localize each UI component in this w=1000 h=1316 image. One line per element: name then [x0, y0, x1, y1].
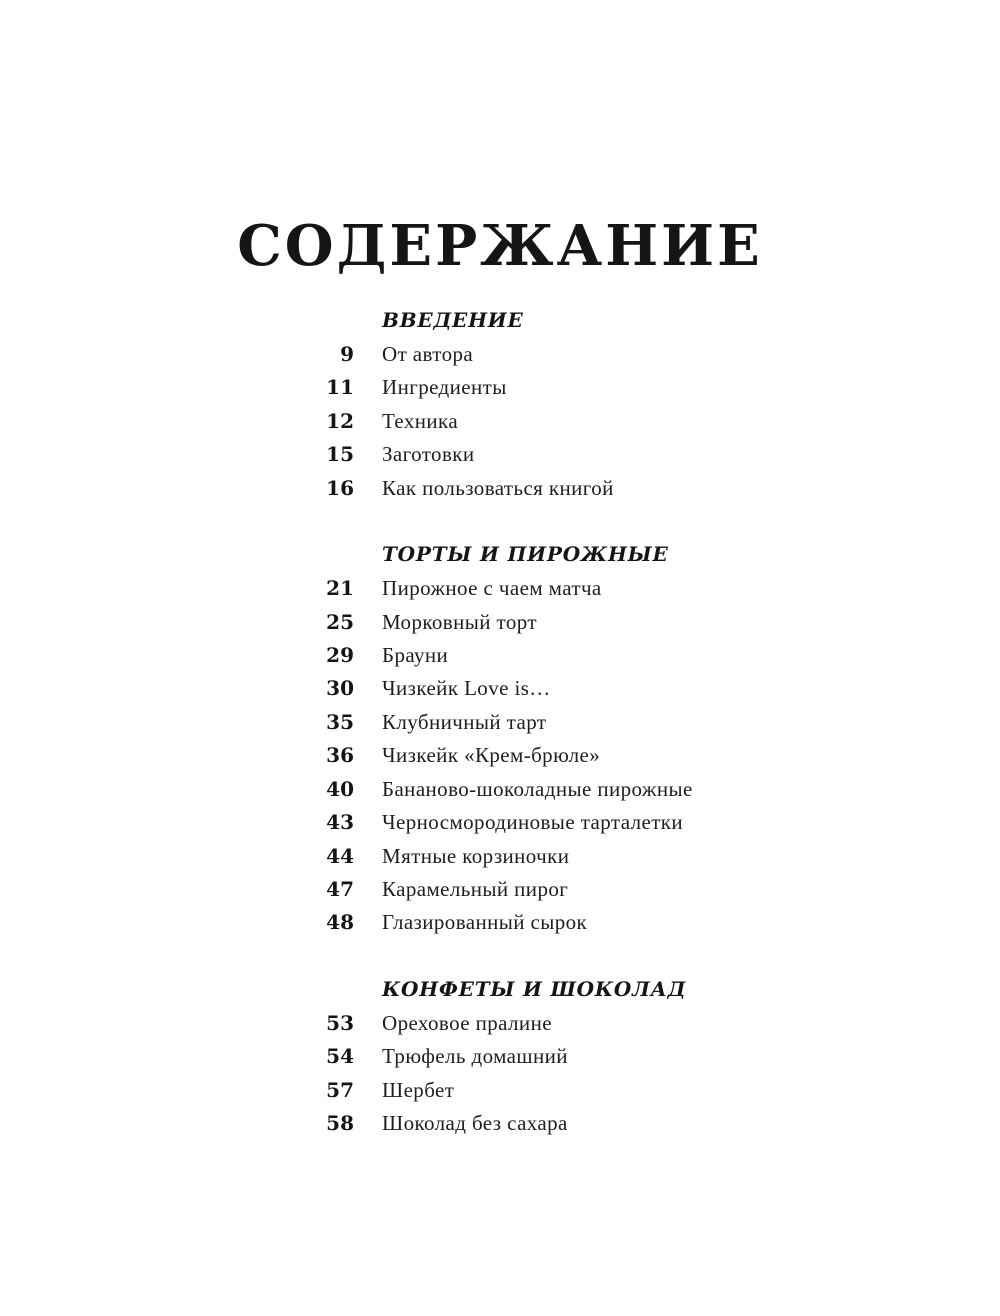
entry-title: Как пользоваться книгой: [382, 476, 614, 500]
toc-entry[interactable]: [0, 373, 1000, 401]
entry-title: От автора: [382, 342, 474, 366]
page-number: 21: [326, 576, 354, 600]
page-number: 40: [326, 777, 354, 801]
toc-entry[interactable]: [0, 641, 1000, 669]
page-number: 15: [326, 442, 354, 466]
page-number: 47: [326, 877, 354, 901]
entry-title: Карамельный пирог: [382, 877, 569, 901]
toc-entry[interactable]: [0, 842, 1000, 870]
page-number: 54: [326, 1044, 354, 1068]
entry-title: Мятные корзиночки: [382, 844, 570, 868]
toc-entry[interactable]: [0, 440, 1000, 468]
entry-title: Трюфель домашний: [382, 1044, 568, 1068]
entry-title: Чизкейк «Крем-брюле»: [382, 743, 601, 767]
section-title-candies: КОНФЕТЫ И ШОКОЛАД: [382, 977, 687, 1001]
toc-entry[interactable]: [0, 775, 1000, 803]
page-number: 35: [326, 710, 354, 734]
section-title-cakes: ТОРТЫ И ПИРОЖНЫЕ: [382, 542, 669, 566]
entry-title: Морковный торт: [382, 610, 537, 634]
page-number: 30: [326, 676, 354, 700]
page-number: 9: [340, 342, 354, 366]
entry-title: Техника: [382, 409, 459, 433]
entry-title: Брауни: [382, 643, 449, 667]
toc-entry[interactable]: [0, 608, 1000, 636]
entry-title: Чизкейк Love is…: [382, 676, 551, 700]
toc-entry[interactable]: [0, 474, 1000, 502]
page-number: 58: [326, 1111, 354, 1135]
entry-title: Черносмородиновые тарталетки: [382, 810, 684, 834]
page-number: 43: [326, 810, 354, 834]
page-number: 25: [326, 610, 354, 634]
toc-entry[interactable]: [0, 875, 1000, 903]
toc-entry[interactable]: [0, 1109, 1000, 1137]
page-number: 16: [326, 476, 354, 500]
toc-entry[interactable]: [0, 340, 1000, 368]
toc-entry[interactable]: [0, 1042, 1000, 1070]
toc-entry[interactable]: [0, 708, 1000, 736]
section-title-introduction: ВВЕДЕНИЕ: [382, 308, 524, 332]
entry-title: Ореховое пралине: [382, 1011, 552, 1035]
toc-entry[interactable]: [0, 407, 1000, 435]
toc-entry[interactable]: [0, 1009, 1000, 1037]
entry-title: Шоколад без сахара: [382, 1111, 568, 1135]
toc-entry[interactable]: [0, 1076, 1000, 1104]
toc-entry[interactable]: [0, 574, 1000, 602]
entry-title: Ингредиенты: [382, 375, 507, 399]
entry-title: Заготовки: [382, 442, 475, 466]
page-number: 12: [326, 409, 354, 433]
page-number: 48: [326, 910, 354, 934]
page-number: 11: [326, 375, 354, 399]
entry-title: Шербет: [382, 1078, 455, 1102]
page-number: 29: [326, 643, 354, 667]
page-number: 57: [326, 1078, 354, 1102]
page-number: 53: [326, 1011, 354, 1035]
toc-entry[interactable]: [0, 674, 1000, 702]
page-number: 44: [326, 844, 354, 868]
toc-entry[interactable]: [0, 808, 1000, 836]
toc-entry[interactable]: [0, 741, 1000, 769]
page-title: СОДЕРЖАНИЕ: [237, 212, 763, 279]
toc-entry[interactable]: [0, 908, 1000, 936]
entry-title: Бананово-шоколадные пирожные: [382, 777, 693, 801]
entry-title: Пирожное с чаем матча: [382, 576, 602, 600]
page-number: 36: [326, 743, 354, 767]
entry-title: Глазированный сырок: [382, 910, 588, 934]
entry-title: Клубничный тарт: [382, 710, 547, 734]
